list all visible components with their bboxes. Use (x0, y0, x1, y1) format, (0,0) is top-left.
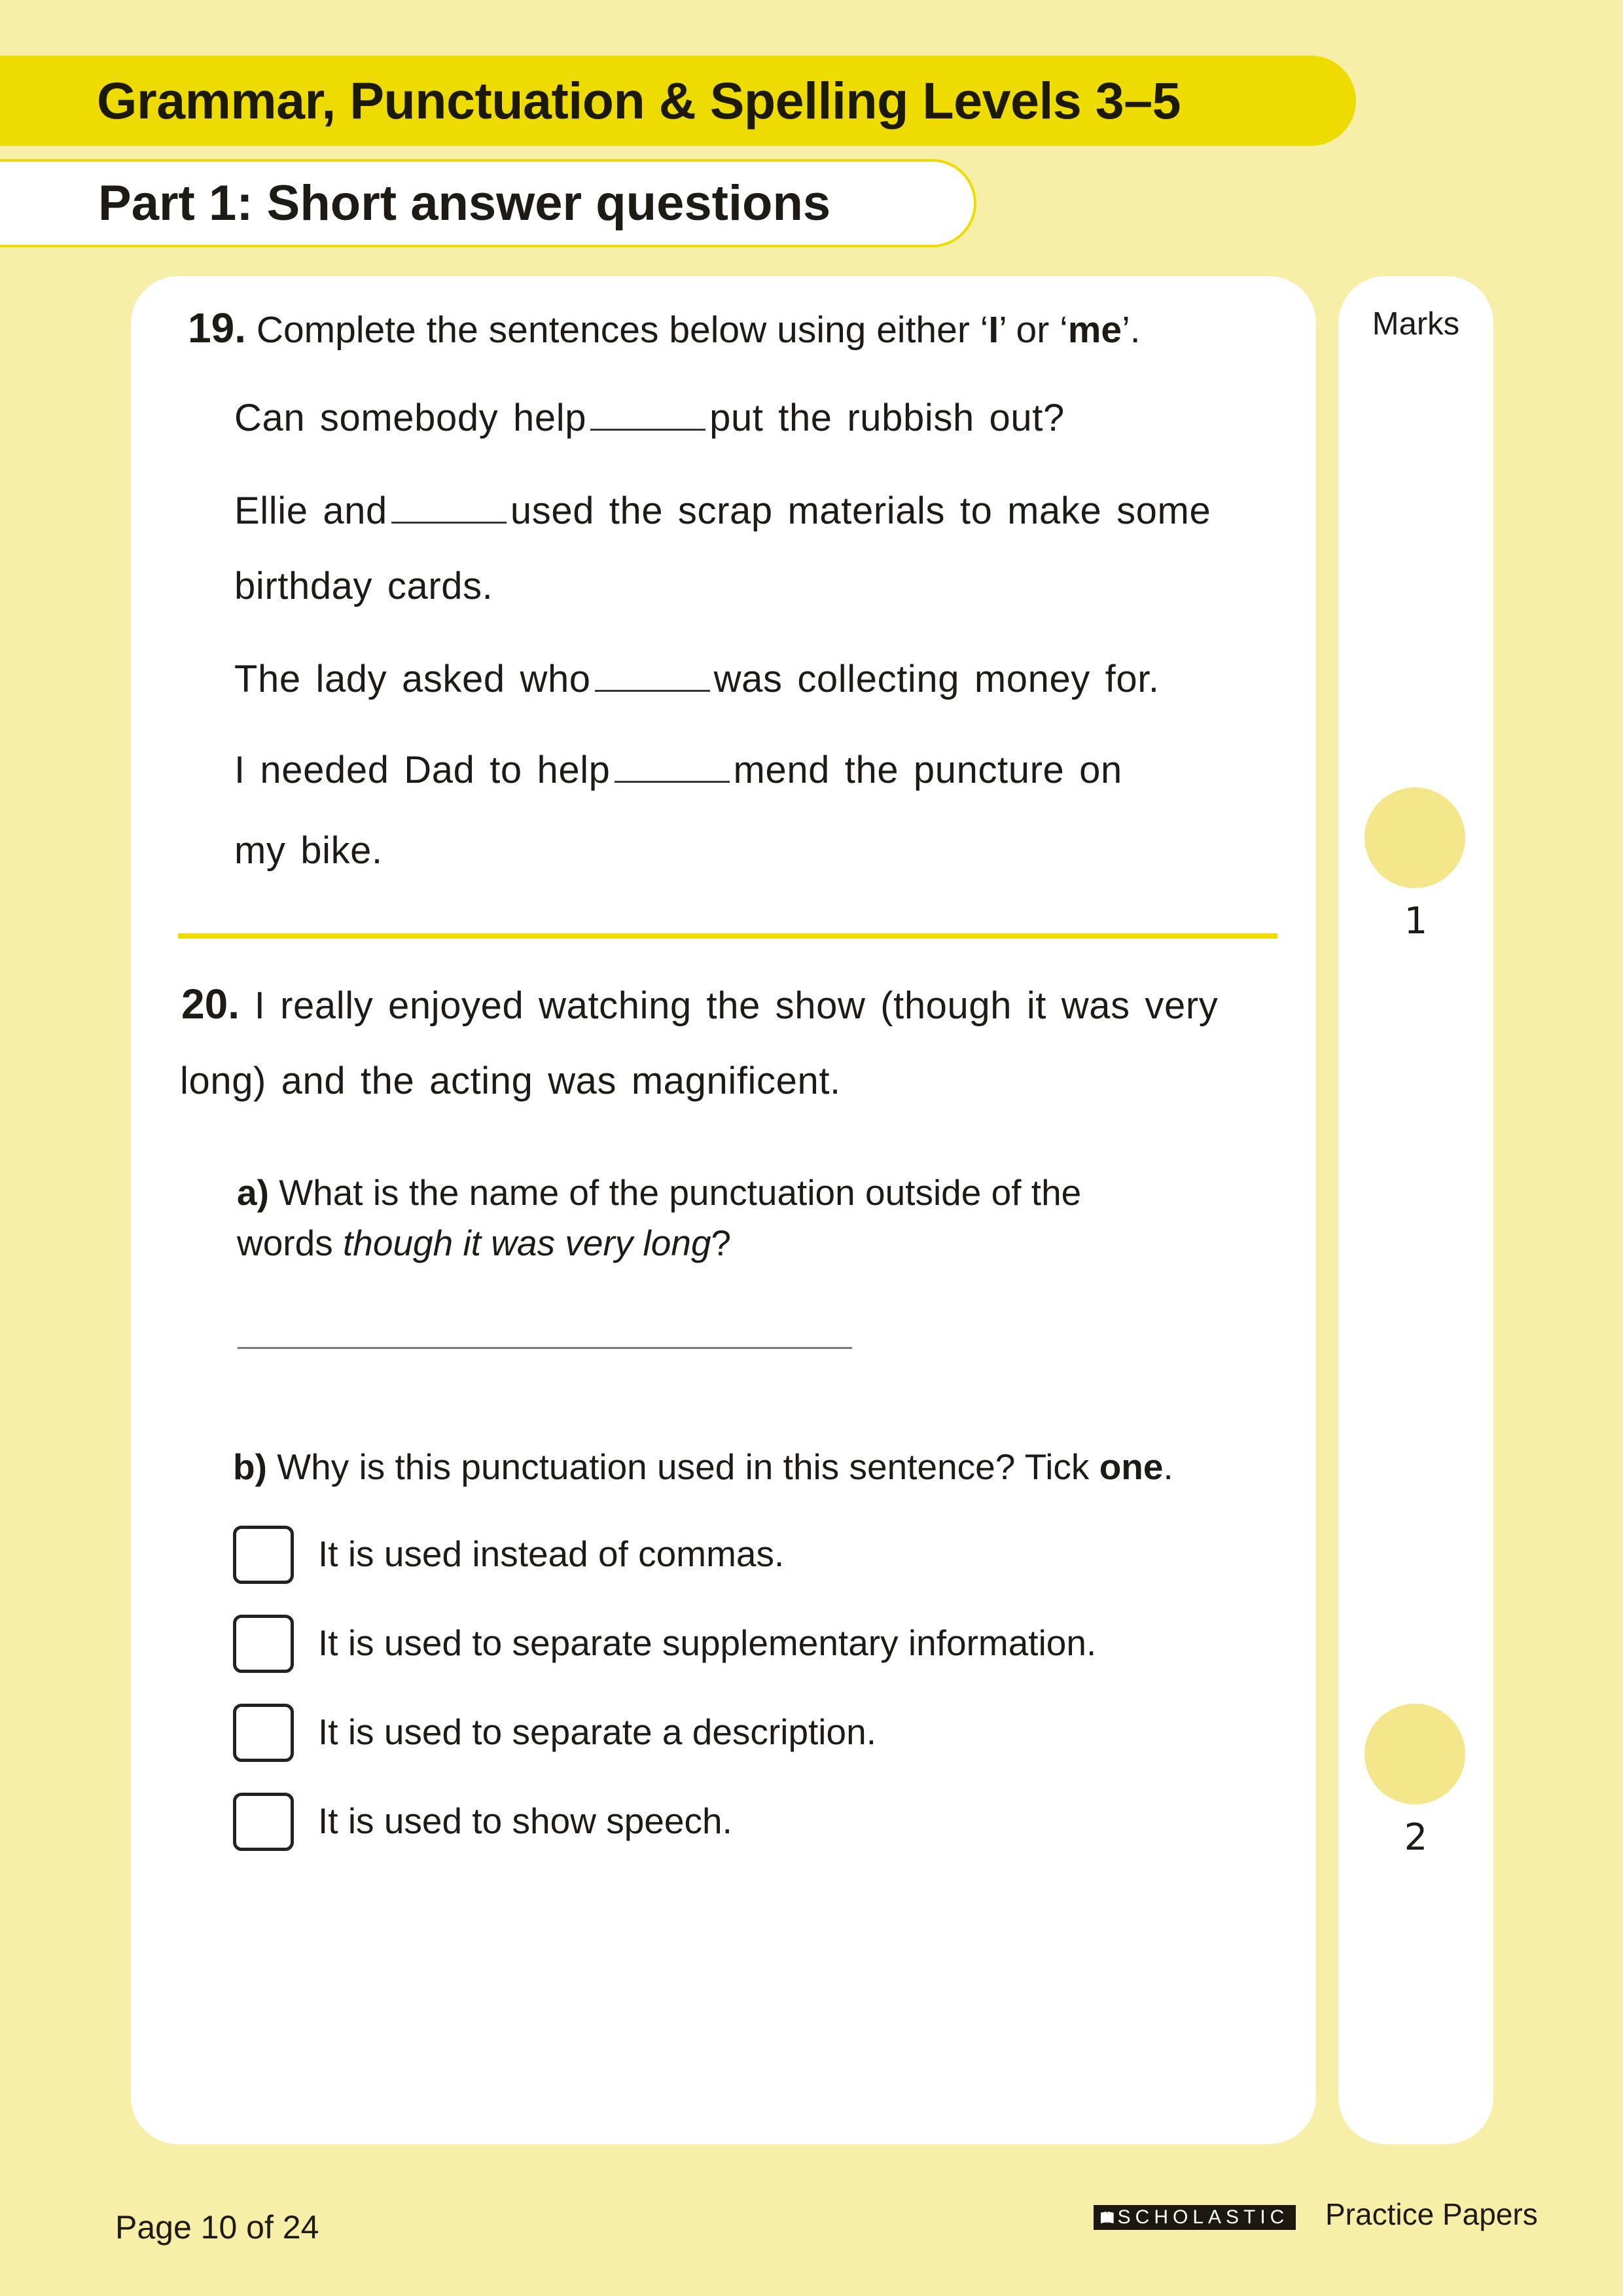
part-label: a) (237, 1172, 269, 1213)
prompt-bold-me: me (1067, 309, 1122, 351)
question-number: 19. (188, 304, 246, 351)
sentence-2 (234, 492, 1211, 530)
sentence-3 (234, 660, 1160, 698)
question-20-stem (181, 980, 1219, 1028)
section-title: Part 1: Short answer questions (98, 175, 831, 231)
part-text: What is the name of the punctuation outside of the (279, 1172, 1082, 1213)
sentence-text: The lady asked who (234, 658, 591, 700)
blank-answer[interactable] (590, 427, 705, 431)
prompt-bold-i: I (988, 309, 999, 351)
option-3-checkbox[interactable] (233, 1704, 294, 1762)
option-4-label: It is used to show speech. (318, 1801, 732, 1841)
mark-value-q19: 1 (1404, 900, 1428, 942)
marks-label: Marks (1372, 306, 1460, 342)
option-2-label: It is used to separate supplementary information. (318, 1623, 1097, 1663)
stem-text: I really enjoyed watching the show (though it was very (254, 984, 1219, 1027)
part-text: Why is this punctuation used in this sentence? Tick (277, 1446, 1099, 1487)
quoted-words: though it was very long (343, 1223, 711, 1263)
option-1-label: It is used instead of commas. (318, 1534, 785, 1574)
quote-mark: ’ (999, 309, 1006, 351)
answer-line[interactable] (238, 1347, 852, 1349)
sentence-2-continuation: birthday cards. (234, 565, 493, 607)
question-19-prompt (188, 304, 1141, 351)
scholastic-logo (1094, 2205, 1296, 2230)
part-a-question-line2 (237, 1225, 731, 1261)
option-1-checkbox[interactable] (233, 1526, 294, 1584)
sentence-4-continuation: my bike. (234, 829, 383, 872)
quote-mark: ‘ (980, 309, 989, 351)
mark-circle-q19[interactable] (1364, 787, 1465, 888)
question-divider (178, 933, 1277, 939)
prompt-text: or (1005, 309, 1060, 351)
blank-answer[interactable] (595, 689, 710, 692)
sentence-text: I needed Dad to help (234, 749, 611, 791)
book-icon (1101, 2212, 1114, 2223)
sentence-4 (234, 751, 1122, 789)
option-3-label: It is used to separate a description. (318, 1712, 876, 1752)
part-text: ? (711, 1223, 732, 1263)
option-2-checkbox[interactable] (233, 1615, 294, 1673)
logo-text: SCHOLASTIC (1117, 2206, 1289, 2228)
sentence-text: was collecting money for. (713, 658, 1160, 700)
prompt-text: ’. (1122, 309, 1141, 351)
series-name: Practice Papers (1325, 2197, 1538, 2231)
page-number: Page 10 of 24 (115, 2209, 319, 2246)
mark-circle-q20[interactable] (1364, 1704, 1465, 1804)
mark-value-q20: 2 (1404, 1816, 1428, 1859)
part-b-question (233, 1446, 1173, 1487)
question-number: 20. (181, 980, 240, 1028)
part-a-question (237, 1172, 1082, 1213)
prompt-text: Complete the sentences below using either (256, 309, 980, 351)
sentence-text: put the rubbish out? (709, 397, 1065, 439)
page-title: Grammar, Punctuation & Spelling Levels 3–5 (97, 71, 1181, 130)
part-label: b) (233, 1446, 267, 1487)
blank-answer[interactable] (391, 520, 507, 524)
blank-answer[interactable] (615, 780, 730, 783)
sentence-1 (234, 399, 1065, 437)
part-text: words (237, 1223, 343, 1263)
sentence-text: used the scrap materials to make some (510, 490, 1211, 532)
marks-column (1338, 276, 1493, 2144)
option-4-checkbox[interactable] (233, 1793, 294, 1851)
sentence-text: Ellie and (234, 490, 387, 532)
quote-mark: ‘ (1060, 309, 1068, 351)
sentence-text: Can somebody help (234, 397, 587, 439)
sentence-text: mend the puncture on (733, 749, 1122, 791)
part-text: . (1163, 1446, 1173, 1487)
part-text-bold: one (1099, 1446, 1164, 1487)
question-20-stem-line2: long) and the acting was magnificent. (180, 1060, 841, 1102)
